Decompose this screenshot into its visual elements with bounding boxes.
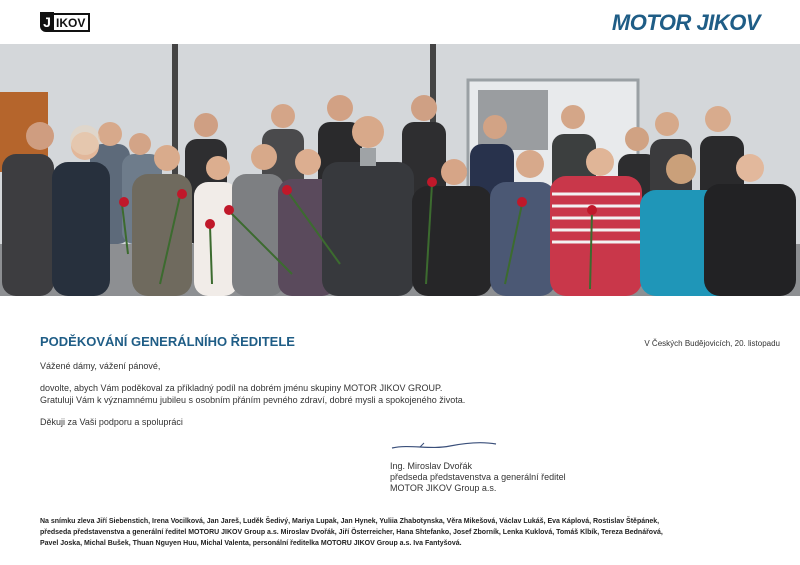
signature-name: Ing. Miroslav Dvořák — [390, 461, 473, 471]
letter-title: PODĚKOVÁNÍ GENERÁLNÍHO ŘEDITELE — [40, 334, 295, 349]
greeting: Vážené dámy, vážení pánové, — [40, 361, 161, 371]
paragraph-line-2: Gratuluji Vám k významnému jubileu s osobním přáním pevného zdraví, dobré mysli a spokojeného života. — [40, 395, 466, 405]
header — [0, 0, 800, 44]
signature-role-1: předseda představenstva a generální ředitel — [390, 472, 566, 482]
jikov-logo — [40, 12, 90, 32]
signature-role-2: MOTOR JIKOV Group a.s. — [390, 483, 497, 493]
photo-caption — [40, 516, 750, 549]
group-photo — [0, 44, 800, 296]
caption-line-2: předseda představenstva a generální ředitel MOTORU JIKOV Group a.s. Miroslav Dvořák, Jiří Österreicher, Hana Shtefanko, Josef Zborník, Lenka Kuklová, Tomáš Klbík, Tereza Bednářová, — [40, 529, 663, 536]
jikov-logo-text: IKOV — [54, 13, 90, 32]
paragraph-line-1: dovolte, abych Vám poděkoval za příkladný podíl na dobrém jménu skupiny MOTOR JIKOV GROUP. — [40, 383, 443, 393]
group-photo-illustration — [0, 44, 800, 296]
thanks-line: Děkuji za Vaši podporu a spolupráci — [40, 417, 183, 427]
place-date: V Českých Budějovicích, 20. listopadu — [644, 339, 780, 348]
caption-line-3: Pavel Joska, Michal Bušek, Thuan Nguyen Huu, Michal Valenta, personální ředitelka MOTORU JIKOV Group a.s. Iva Fantyšová. — [40, 540, 462, 547]
jikov-logo-letter: J — [40, 12, 54, 32]
handwritten-signature-icon — [390, 438, 500, 454]
motor-jikov-logo: MOTOR JIKOV — [611, 10, 760, 35]
caption-line-1: Na snímku zleva Jiří Siebenstich, Irena Vocilková, Jan Jareš, Luděk Šedivý, Mariya Lupak, Jan Hynek, Yuliia Zhabotynska, Věra Mikešová, Václav Lukáš, Eva Káplová, Rostislav Štěpánek, — [40, 518, 660, 525]
